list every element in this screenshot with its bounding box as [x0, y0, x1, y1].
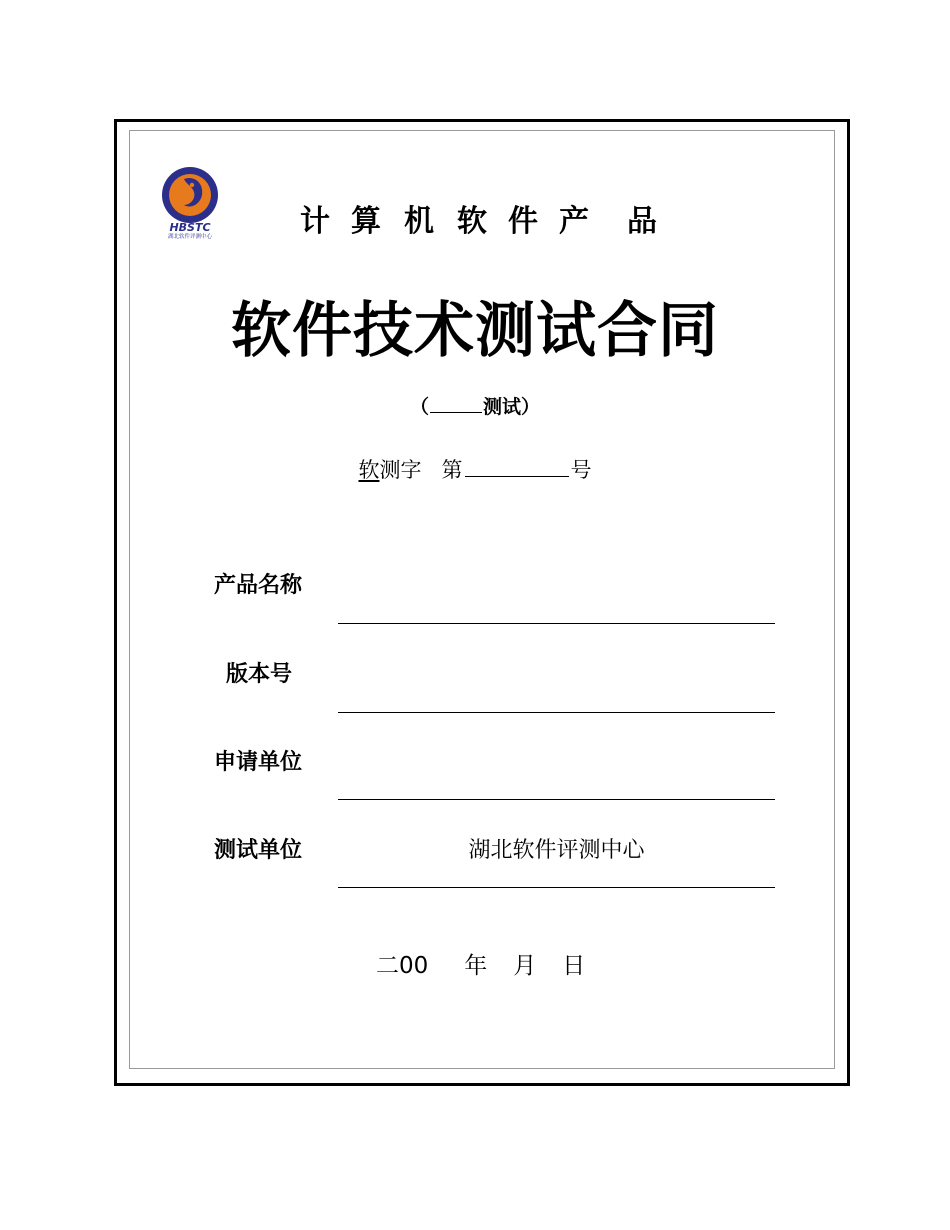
subtitle-suffix: 测试）: [483, 396, 541, 418]
field-value-testing-unit: 湖北软件评测中心: [468, 838, 645, 863]
contract-title: 软件技术测试合同: [231, 296, 719, 366]
subtitle: [0, 392, 950, 419]
header-char: 机: [404, 204, 434, 239]
header-char: 软: [457, 204, 487, 239]
date-line: [376, 947, 585, 980]
header-char: 品: [627, 204, 657, 239]
logo-caption: 湖北软件评测中心: [167, 234, 213, 239]
date-month: 月: [513, 953, 537, 979]
subtitle-prefix: （: [409, 396, 429, 418]
field-label-applicant: 申请单位: [214, 750, 303, 775]
number-blank: [465, 456, 569, 477]
contract-number-line: [0, 454, 950, 484]
number-prefix: 软: [358, 458, 380, 482]
date-year-prefix: 二00: [376, 953, 429, 979]
inner-frame: [129, 130, 835, 1069]
date-year: 年: [464, 953, 488, 979]
number-middle: 测字 第: [379, 458, 463, 482]
field-label-product-name: 产品名称: [214, 573, 303, 598]
field-label-testing-unit: 测试单位: [214, 838, 303, 863]
header-char: 件: [508, 204, 538, 239]
field-line-testing-unit: [338, 887, 775, 888]
field-line-version: [338, 712, 775, 713]
field-line-applicant: [338, 799, 775, 800]
date-day: 日: [562, 953, 586, 979]
logo-text: HBSTC: [169, 221, 211, 234]
header-char: 算: [351, 204, 381, 239]
field-label-version: 版本号: [226, 662, 293, 687]
hbstc-logo-icon: [154, 165, 226, 239]
header-char: 产: [559, 204, 589, 239]
subtitle-blank: [430, 394, 482, 413]
header-char: 计: [300, 204, 330, 239]
field-line-product-name: [338, 623, 775, 624]
number-suffix: 号: [570, 458, 592, 482]
